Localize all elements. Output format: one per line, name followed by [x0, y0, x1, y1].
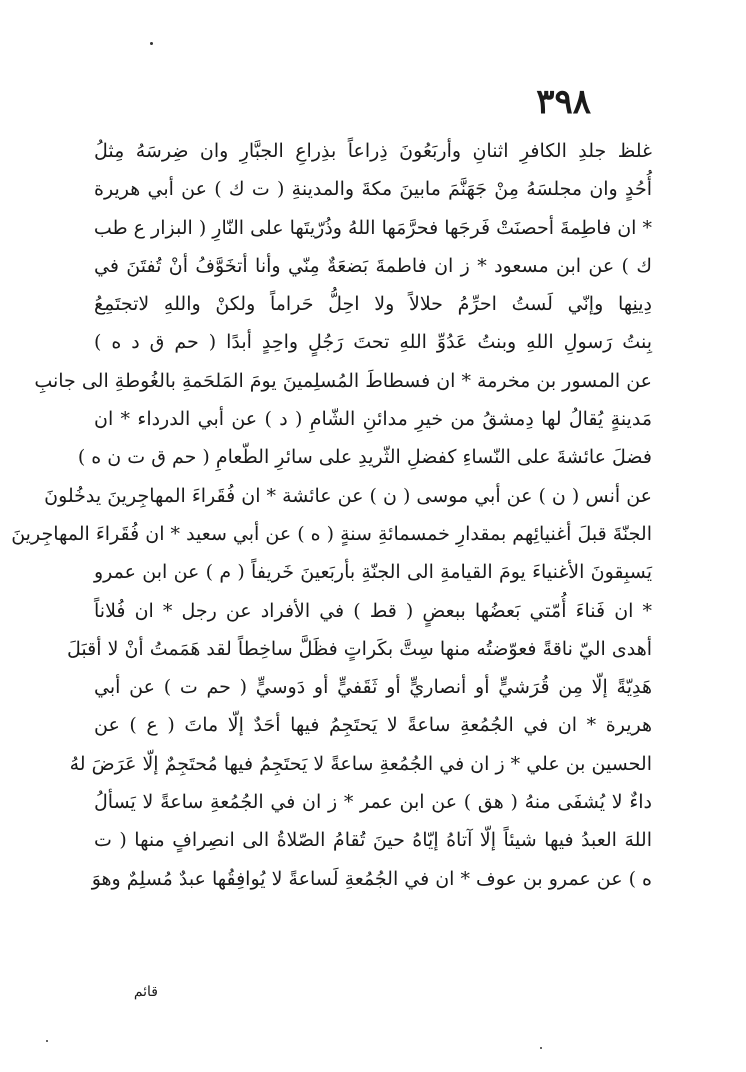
page-number: ٣٩٨: [536, 82, 591, 122]
text-line: يَسبِقونَ الأغنياءَ يومَ القيامةِ الى الجنّةِ بأربَعينَ خَريفاً ( م ) عن ابن عمرو: [94, 561, 652, 584]
hadith-text-block: [11, 132, 652, 898]
text-line: داءٌ لا يُشفَى منهُ ( هق ) عن ابن عمر * ز ان في الجُمُعةِ ساعةً لا يَسألُ: [94, 791, 652, 814]
text-line: بِنتُ رَسولِ اللهِ وبنتُ عَدُوِّ اللهِ تحتَ رَجُلٍ واحِدٍ أبدًا ( حم ق د ه ): [94, 331, 652, 354]
text-line: فضلَ عائشةَ على النّساءِ كفضلِ الثّريدِ على سائرِ الطّعامِ ( حم ق ت ن ه ): [77, 446, 652, 469]
text-line: ك ) عن ابن مسعود * ز ان فاطمةَ بَضعَةٌ مِنّي وأنا أتخَوَّفُ أنْ تُفتَنَ في: [94, 254, 652, 277]
text-line: أهدى اليّ ناقةً فعوّضتُه منها سِتَّ بكَراتٍ فظَلَّ ساخِطاً لقد هَمَمتُ أنْ لا أقبَلَ: [67, 637, 652, 660]
text-line: الحسين بن علي * ز ان في الجُمُعةِ ساعةً لا يَحتَجِمُ فيها مُحتَجِمٌ إلّا عَرَضَ لهُ: [69, 752, 652, 775]
text-line: ه ) عن عمرو بن عوف * ان في الجُمُعةِ لَساعةً لا يُوافِقُها عبدٌ مُسلِمٌ وهوَ: [91, 867, 652, 890]
text-line: الجنّةَ قبلَ أغنيائِهم بمقدارِ خمسمائةِ سنةٍ ( ه ) عن أبي سعيد * ان فُقَراءَ المهاجِرينَ: [11, 522, 652, 545]
text-line: عن المسور بن مخرمة * ان فسطاطَ المُسلِمينَ يومَ المَلحَمةِ بالغُوطةِ الى جانبِ: [34, 369, 652, 392]
text-line: * ان فاطِمةَ أحصنَتْ فَرجَها فحرَّمَها اللهُ وذُرّيتَها على النّارِ ( البزار ع طب: [93, 216, 652, 239]
text-line: مَدينةٍ يُقالُ لها دِمشقُ من خيرِ مدائنِ الشّامِ ( د ) عن أبي الدرداء * ان: [94, 408, 652, 431]
text-line: هريرة * ان في الجُمُعةِ ساعةً لا يَحتَجِمُ فيها أحَدٌ إلّا ماتَ ( ع ) عن: [94, 714, 652, 737]
scan-speck: [540, 1047, 542, 1049]
text-line: دِينِها وإنّي لَستُ احرِّمُ حلالاً ولا احِلُّ حَراماً ولكنْ واللهِ لاتجتَمِعُ: [94, 293, 652, 316]
scan-speck: [46, 1040, 48, 1042]
text-line: اللهَ العبدُ فيها شيئاً إلّا آتاهُ إيّاهُ حينَ تُقامُ الصّلاةُ الى انصِرافٍ منها ( ت: [94, 829, 652, 852]
scan-speck: [150, 42, 153, 45]
text-line: * ان فَناءَ أُمّتي بَعضُها ببعضٍ ( قط ) في الأفراد عن رجل * ان فُلاناً: [94, 599, 652, 622]
catchword: قائم: [133, 984, 158, 1000]
text-line: هَدِيّةً إلّا مِن قُرَشيٍّ أو أنصاريٍّ أو ثَقَفيٍّ أو دَوسيٍّ ( حم ت ) عن أبي: [94, 676, 652, 699]
text-line: أُحُدٍ وان مجلسَهُ مِنْ جَهَنَّمَ مابينَ مكةَ والمدينةِ ( ت ك ) عن أبي هريرة: [94, 178, 652, 201]
text-line: عن أنس ( ن ) عن أبي موسى ( ن ) عن عائشة * ان فُقَراءَ المهاجِرينَ يدخُلونَ: [44, 484, 652, 507]
text-line: غلظ جلدِ الكافرِ اثنانِ وأربَعُونَ ذِراعاً بذِراعِ الجبَّارِ وان ضِرسَهُ مِثلُ: [94, 140, 652, 162]
